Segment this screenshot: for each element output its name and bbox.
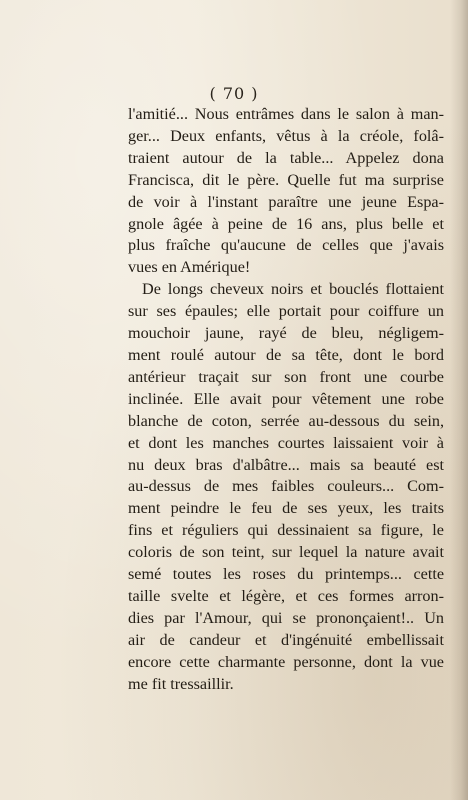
text-line: ment peindre le feu de ses yeux, les traits: [128, 499, 444, 518]
text-line: gnole âgée à peine de 16 ans, plus belle et: [128, 214, 444, 233]
text-line: plus fraîche qu'aucune de celles que j'avais: [128, 236, 444, 255]
page-edge-shadow: [450, 0, 468, 800]
text-line: sur ses épaules; elle portait pour coiffure un: [128, 302, 444, 321]
text-line: de voir à l'instant paraître une jeune Espa-: [128, 192, 444, 211]
text-line: De longs cheveux noirs et bouclés flottaient: [142, 280, 444, 299]
text-line: dies par l'Amour, qui se prononçaient!.. Un: [128, 608, 444, 627]
text-line: semé toutes les roses du printemps... cette: [128, 565, 444, 584]
page-number: ( 70 ): [209, 84, 259, 103]
text-line: inclinée. Elle avait pour vêtement une robe: [128, 389, 444, 408]
text-line: mouchoir jaune, rayé de bleu, négligem-: [128, 324, 444, 343]
text-line: taille svelte et légère, et ces formes arron-: [128, 586, 444, 605]
text-line: coloris de son teint, sur lequel la nature avait: [128, 543, 444, 562]
body-text: [128, 104, 444, 695]
text-line: et dont les manches courtes laissaient voir à: [128, 433, 444, 452]
text-line: l'amitié... Nous entrâmes dans le salon à man-: [128, 105, 444, 123]
text-line: traient autour de la table... Appelez dona: [128, 148, 444, 167]
text-line: ger... Deux enfants, vêtus à la créole, folâ-: [128, 126, 444, 145]
text-line: air de candeur et d'ingénuité embellissait: [128, 630, 444, 649]
text-line: Francisca, dit le père. Quelle fut ma surprise: [128, 170, 444, 189]
text-line: vues en Amérique!: [128, 258, 251, 277]
text-line: fins et réguliers qui dessinaient sa figure, le: [128, 521, 444, 540]
text-line: nu deux bras d'albâtre... mais sa beauté est: [128, 455, 444, 474]
text-line: antérieur traçait sur son front une courbe: [128, 367, 444, 386]
text-line: me fit tressaillir.: [128, 674, 234, 693]
text-line: au-dessus de mes faibles couleurs... Com-: [128, 477, 444, 496]
text-line: blanche de coton, serrée au-dessous du sein,: [128, 411, 444, 430]
text-line: encore cette charmante personne, dont la vue: [128, 652, 444, 671]
text-line: ment roulé autour de sa tête, dont le bord: [128, 345, 444, 364]
